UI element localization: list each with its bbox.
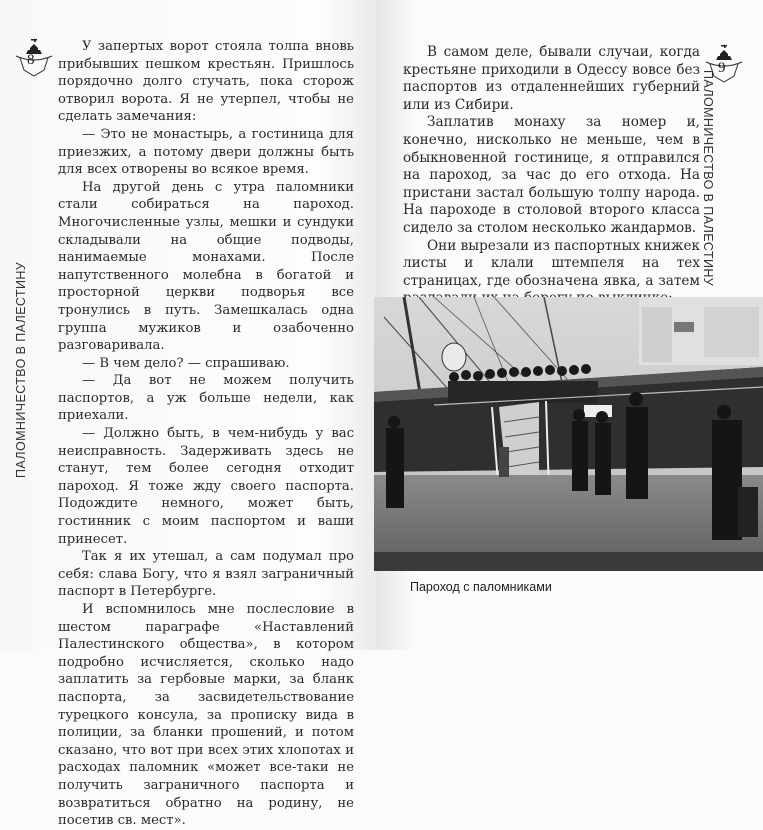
paragraph: Они вырезали из паспортных книжек листы и клали штемпеля на тех страницах, где обозначена явка, а затем (403, 237, 700, 289)
steamship-pilgrims-photo (374, 297, 763, 571)
paragraph: — Да вот не можем получить паспортов, а уж больше недели, как приехали. (58, 373, 354, 424)
photo-caption: Пароход с паломниками (410, 580, 552, 594)
paragraph: На другой день с утра паломники стали собираться на пароход. Многочисленные узлы, мешки и сундуки складывали на общие подводы, нанимаемые монахами. После напутственного молебна в богатой и просторной церкви подворья все тронулись в путь. Замешкалась одна группа мужиков и озабоченно разговаривала. (58, 179, 354, 354)
paragraph: У запертых ворот стояла толпа вновь прибывших пешком крестьян. Пришлось порядочно долго стучать, пока сторож отворил ворота. Я не утерпел, чтобы не сделать замечания: (58, 39, 354, 125)
paragraph: И вспомнилось мне послесловие в шестом параграфе «Наставлений Палестинского общества», в котором подробно исчисляется, сколько надо заплатить за гербовые марки, за бланк паспорта, за засвидетельствование турецкого консула, за прописку вида в полиции, за бланки прошений, и потом сказано, что вот при всех этих хлопотах и расходах паломник «может все-таки не получить заграничного паспорта и возвратиться обратно на родину, не посетив св. мест». (58, 602, 354, 829)
left-page-number: 8 (27, 52, 35, 68)
left-page-folio (14, 36, 54, 78)
left-page (0, 0, 376, 829)
paragraph: — Это не монастырь, а гостиница для приезжих, а потому двери должны быть для всех отворены во всякое время. (58, 126, 354, 178)
paragraph: Заплатив монаху за номер и, конечно, нисколько не меньше, чем в обыкновенной гостинице, я отправился на пароход, за час до его отхода. На пристани застал большую толпу народа. На пароходе в столовой второго класса сидело за столом несколько жандармов. (403, 114, 700, 236)
right-page-number: 9 (718, 60, 726, 76)
paragraph: Так я их утешал, а сам подумал про себя: слава Богу, что я взял заграничный паспорт в Петербурге. (58, 549, 354, 600)
left-running-head: ПАЛОМНИЧЕСТВО В ПАЛЕСТИНУ (14, 261, 28, 478)
right-running-head: ПАЛОМНИЧЕСТВО В ПАЛЕСТИНУ (701, 70, 715, 287)
steamship-photo (374, 297, 763, 571)
paragraph: — В чем дело? — спрашиваю. (82, 355, 290, 371)
paragraph: В самом деле, бывали случаи, когда крестьяне приходили в Одессу вовсе без паспортов из отдаленнейших губерний или из Сибири. (403, 44, 700, 113)
left-page-text (58, 38, 354, 830)
paragraph: — Должно быть, в чем-нибудь у вас неисправность. Задерживать здесь не станут, тем более сегодня отходит пароход. Я тоже жду своего паспорта. Подождите немного, может быть, гостинник с моим паспортом и ваши принесет. (58, 426, 354, 547)
